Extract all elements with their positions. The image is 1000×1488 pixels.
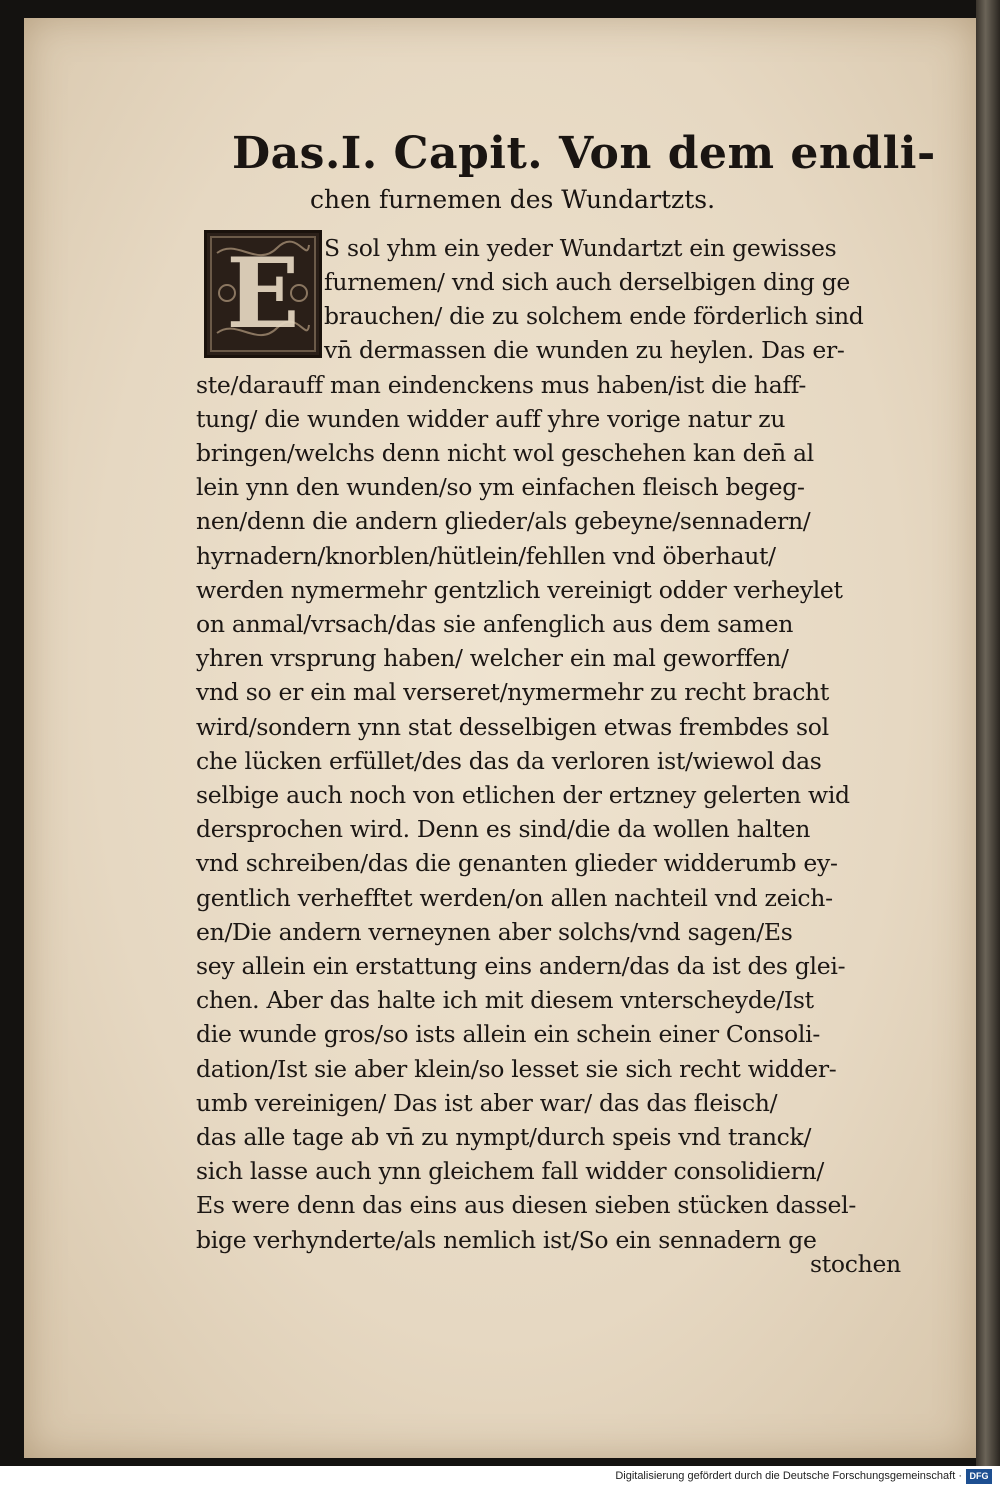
text-line: werden nymermehr gentzlich vereinigt odder verheylet	[196, 575, 843, 604]
footer-bar	[0, 1466, 1000, 1488]
text-line: bringen/welchs denn nicht wol geschehen kan den̄ al	[196, 439, 814, 467]
text-line: furnemen/ vnd sich auch derselbigen ding ge	[324, 268, 851, 296]
text-line: wird/sondern ynn stat desselbigen etwas frembdes sol	[196, 712, 829, 741]
text-line: bige verhynderte/als nemlich ist/So ein sennadern ge	[196, 1225, 817, 1254]
text-line: gentlich verhefftet werden/on allen nachteil vnd zeich-	[196, 883, 833, 912]
footer-credit: Digitalisierung gefördert durch die Deutsche Forschungsgemeinschaft ·	[615, 1470, 962, 1482]
dfg-logo-icon: DFG	[966, 1469, 992, 1484]
chapter-heading-line-1: Das.I. Capit. Von dem endli-	[232, 128, 936, 179]
text-line: en/Die andern verneynen aber solchs/vnd sagen/Es	[196, 917, 793, 946]
catchword: stochen	[810, 1250, 901, 1278]
initial-letter: E	[226, 237, 300, 350]
text-line: sey allein ein erstattung eins andern/das da ist des glei-	[196, 952, 846, 980]
text-line: das alle tage ab vn̄ zu nympt/durch speis vnd tranck/	[196, 1123, 812, 1151]
text-line: vnd schreiben/das die genanten glieder widderumb ey-	[196, 849, 838, 878]
text-line: dation/Ist sie aber klein/so lesset sie sich recht widder-	[196, 1054, 837, 1083]
text-line: dersprochen wird. Denn es sind/die da wollen halten	[196, 815, 811, 844]
text-line: die wunde gros/so ists allein ein schein einer Consoli-	[196, 1020, 820, 1049]
decorated-initial	[204, 230, 322, 358]
text-line: brauchen/ die zu solchem ende förderlich sind	[324, 302, 864, 331]
text-line: Es were denn das eins aus diesen sieben stücken dassel-	[196, 1191, 857, 1220]
chapter-heading-line-2: chen furnemen des Wundartzts.	[310, 185, 716, 214]
book-edge	[976, 0, 1000, 1466]
text-line: hyrnadern/knorblen/hütlein/fehllen vnd öberhaut/	[196, 541, 776, 570]
text-line: vn̄ dermassen die wunden zu heylen. Das er-	[324, 336, 845, 365]
text-line: che lücken erfüllet/des das da verloren ist/wiewol das	[196, 746, 822, 775]
text-line: sich lasse auch ynn gleichem fall widder consolidiern/	[196, 1157, 825, 1186]
text-line: umb vereinigen/ Das ist aber war/ das das fleisch/	[196, 1088, 778, 1117]
text-line: on anmal/vrsach/das sie anfenglich aus dem samen	[196, 610, 794, 638]
text-line: selbige auch noch von etlichen der ertzney gelerten wid	[196, 781, 850, 809]
text-line: tung/ die wunden widder auff yhre vorige natur zu	[196, 404, 786, 433]
text-line: chen. Aber das halte ich mit diesem vnterscheyde/Ist	[196, 986, 814, 1015]
text-line: nen/denn die andern glieder/als gebeyne/sennadern/	[196, 507, 811, 536]
text-line: lein ynn den wunden/so ym einfachen fleisch begeg-	[196, 473, 805, 502]
text-line-first: S sol yhm ein yeder Wundartzt ein gewisses	[324, 234, 837, 262]
text-line: ste/darauff man eindenckens mus haben/ist die haff-	[196, 370, 807, 399]
text-line: yhren vrsprung haben/ welcher ein mal geworffen/	[196, 644, 789, 673]
book-page	[24, 18, 976, 1458]
chapter-heading	[24, 128, 976, 214]
text-line: vnd so er ein mal verseret/nymermehr zu recht bracht	[196, 678, 830, 707]
